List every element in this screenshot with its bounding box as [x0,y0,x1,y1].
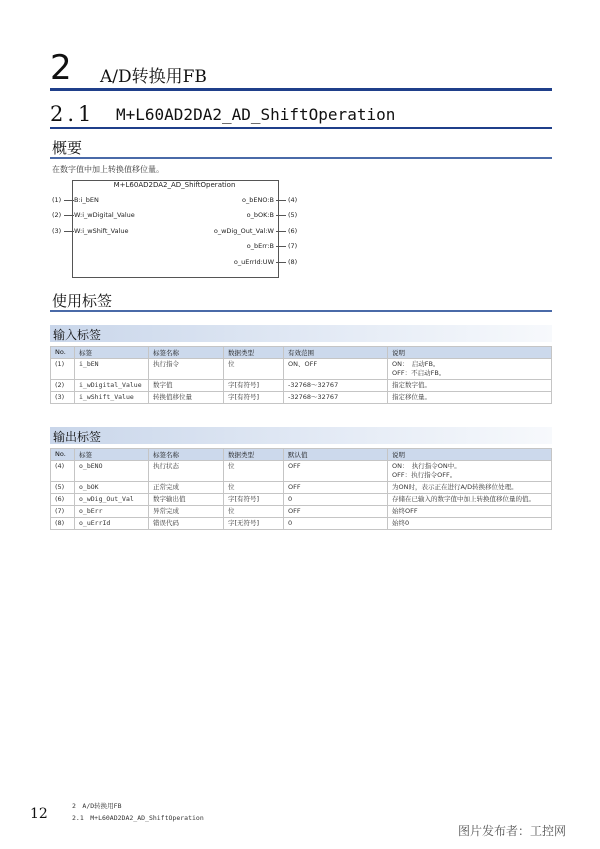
cell-type: 位 [224,482,284,494]
cell-name: 数字输出值 [149,494,224,506]
cell-range: -32768～32767 [284,392,388,404]
cell-description: 始终OFF [388,506,552,518]
input-tags-band [50,325,552,342]
cell-default: 0 [284,518,388,530]
output-tags-table [50,448,552,530]
cell-type: 字[无符号] [224,518,284,530]
tags-rule [50,310,552,312]
section-rule [50,127,552,129]
fb-output-number: (7) [288,242,298,250]
cell-tag: o_uErrId [75,518,149,530]
cell-name: 错误代码 [149,518,224,530]
column-header: 标签 [75,347,149,359]
description-line: OFF：不启动FB。 [392,369,446,377]
fb-input-label: B:i_bEN [74,196,99,204]
cell-description: 始终0 [388,518,552,530]
cell-description [388,461,552,482]
cell-name: 执行指令 [149,359,224,380]
cell-no: (4) [51,461,75,482]
column-header: 数据类型 [224,449,284,461]
chapter-number: 2 [50,48,72,88]
fb-output-label: o_uErrId:UW [233,258,274,266]
fb-input-number: (3) [52,227,62,235]
table-header-row [51,347,552,359]
fb-output-number: (8) [288,258,298,266]
fb-output-line [276,262,286,263]
column-header: No. [51,347,75,359]
cell-name: 数字值 [149,380,224,392]
cell-no: (3) [51,392,75,404]
cell-description: 存储在已输入的数字值中加上转换值移位量的值。 [388,494,552,506]
fb-input-line [64,231,74,232]
cell-type: 位 [224,506,284,518]
overview-heading: 概要 [52,139,83,157]
cell-no: (5) [51,482,75,494]
cell-name: 正常完成 [149,482,224,494]
fb-input-line [64,215,74,216]
cell-type: 位 [224,461,284,482]
cell-no: (1) [51,359,75,380]
column-header: 默认值 [284,449,388,461]
fb-block-name: M+L60AD2DA2_AD_ShiftOperation [113,181,236,189]
cell-name: 转换值移位量 [149,392,224,404]
description-line: ON： 执行指令ON中。 [392,462,461,470]
fb-output-number: (4) [288,196,298,204]
table-row [51,494,552,506]
table-row [51,518,552,530]
cell-description: 指定移位量。 [388,392,552,404]
table-row [51,482,552,494]
fb-input-label: W:i_wDigital_Value [74,211,135,219]
overview-description: 在数字值中加上转换值移位量。 [52,165,164,174]
fb-input-number: (1) [52,196,62,204]
table-row [51,461,552,482]
table-row [51,506,552,518]
cell-tag: i_bEN [75,359,149,380]
fb-input-number: (2) [52,211,62,219]
fb-output-number: (6) [288,227,298,235]
tags-heading: 使用标签 [52,292,113,310]
fb-output-line [276,231,286,232]
table-row [51,392,552,404]
column-header: 说明 [388,449,552,461]
cell-range: ON、OFF [284,359,388,380]
fb-output-line [276,215,286,216]
cell-type: 字[有符号] [224,392,284,404]
column-header: 有效范围 [284,347,388,359]
column-header: 标签 [75,449,149,461]
input-tags-table [50,346,552,404]
section-title: M+L60AD2DA2_AD_ShiftOperation [116,105,396,124]
cell-description [388,359,552,380]
fb-input-label: W:i_wShift_Value [74,227,129,235]
fb-output-number: (5) [288,211,298,219]
cell-tag: o_wDig_Out_Val [75,494,149,506]
output-tags-heading: 输出标签 [53,430,102,444]
chapter-title: A/D转换用FB [100,67,207,87]
column-header: 数据类型 [224,347,284,359]
cell-type: 字[有符号] [224,494,284,506]
cell-description: 为ON时，表示正在进行A/D转换移位处理。 [388,482,552,494]
output-tags-band [50,427,552,444]
fb-output-label: o_bErr:B [246,242,274,250]
column-header: 标签名称 [149,347,224,359]
overview-rule [50,157,552,159]
column-header: 标签名称 [149,449,224,461]
chapter-rule [50,88,552,91]
column-header: No. [51,449,75,461]
cell-tag: o_bENO [75,461,149,482]
cell-no: (2) [51,380,75,392]
footer-chapter: 2 A/D转换用FB [72,802,122,810]
cell-description: 指定数字值。 [388,380,552,392]
table-row [51,380,552,392]
cell-name: 执行状态 [149,461,224,482]
fb-output-label: o_bOK:B [246,211,274,219]
cell-name: 异常完成 [149,506,224,518]
cell-no: (8) [51,518,75,530]
cell-no: (7) [51,506,75,518]
cell-type: 位 [224,359,284,380]
fb-output-line [276,246,286,247]
page-number: 12 [30,806,48,822]
section-number: 2.1 [50,102,96,126]
cell-default: 0 [284,494,388,506]
cell-tag: o_bErr [75,506,149,518]
cell-tag: i_wDigital_Value [75,380,149,392]
cell-tag: o_bOK [75,482,149,494]
input-tags-heading: 输入标签 [53,328,102,342]
column-header: 说明 [388,347,552,359]
description-line: OFF：执行指令OFF。 [392,471,457,479]
watermark: 图片发布者：工控网 [458,824,567,838]
fb-input-line [64,200,74,201]
cell-tag: i_wShift_Value [75,392,149,404]
cell-range: -32768～32767 [284,380,388,392]
fb-output-label: o_bENO:B [242,196,274,204]
cell-default: OFF [284,482,388,494]
footer-section: 2.1 M+L60AD2DA2_AD_ShiftOperation [72,814,204,822]
cell-no: (6) [51,494,75,506]
table-row [51,359,552,380]
cell-default: OFF [284,506,388,518]
cell-default: OFF [284,461,388,482]
description-line: ON： 启动FB。 [392,360,440,368]
table-header-row [51,449,552,461]
cell-type: 字[有符号] [224,380,284,392]
fb-output-line [276,200,286,201]
fb-output-label: o_wDig_Out_Val:W [213,227,274,235]
